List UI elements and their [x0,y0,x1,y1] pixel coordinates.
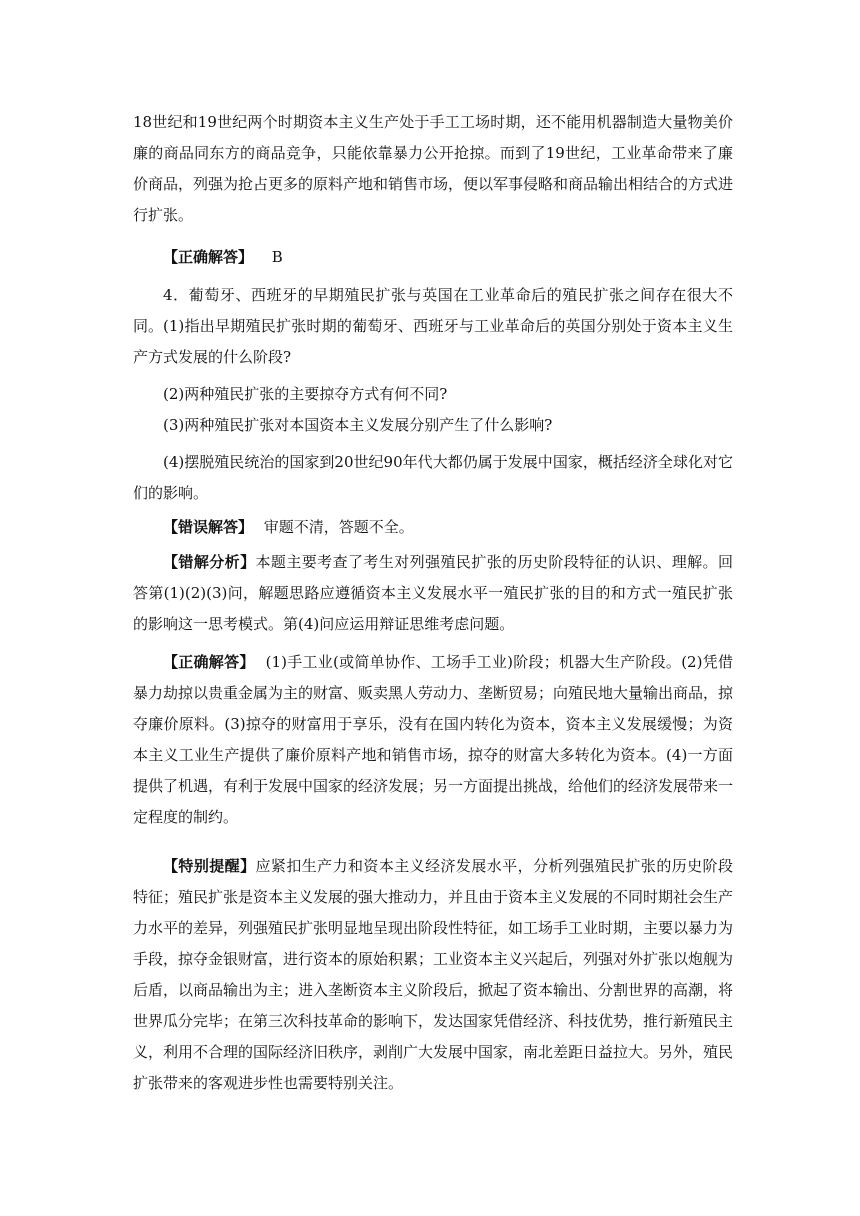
paragraph-correct-answer-4 [133,647,733,833]
label-correct-answer-4: 【正确解答】 [163,653,255,671]
question-4-part-3: (3)两种殖民扩张对本国资本主义发展分别产生了什么影响? [163,416,553,434]
paragraph-correct-answer-3 [133,242,733,273]
label-special-note: 【特别提醒】 [163,857,256,875]
question-4-stem: 4．葡萄牙、西班牙的早期殖民扩张与英国在工业革命后的殖民扩张之间存在很大不同。 [133,286,733,335]
label-error-analysis: 【错解分析】 [163,553,256,571]
label-correct-answer: 【正确解答】 [163,248,254,266]
paragraph-wrong-answer [133,512,733,543]
correct-answer-4-text: (1)手工业(或简单协作、工场手工业)阶段；机器大生产阶段。(2)凭借暴力劫掠以贵重金属为主的财富、贩卖黑人劳动力、垄断贸易；向殖民地大量输出商品，掠夺廉价原料。(3)掠夺的财富用于享乐，没有在国内转化为资本，资本主义发展缓慢；为资本主义工业生产提供了廉价原料产地和销售市场，掠夺的财富大多转化为资本。(4)一方面提供了机遇，有利于发展中国家的经济发展；另一方面提出挑战，给他们的经济发展带来一定程度的制约。 [133,653,734,826]
paragraph-special-note [133,851,733,1099]
question-4-part-2: (2)两种殖民扩张的主要掠夺方式有何不同? [163,385,448,403]
paragraph-error-analysis [133,547,733,640]
special-note-text: 应紧扣生产力和资本主义经济发展水平，分析列强殖民扩张的历史阶段特征；殖民扩张是资本主义发展的强大推动力，并且由于资本主义发展的不同时期社会生产力水平的差异，列强殖民扩张明显地呈现出阶段性特征，如工场手工业时期，主要以暴力为手段，掠夺金银财富，进行资本的原始积累；工业资本主义兴起后，列强对外扩张以炮舰为后盾，以商品输出为主；进入垄断资本主义阶段后，掀起了资本输出、分割世界的高潮，将世界瓜分完毕；在第三次科技革命的影响下，发达国家凭借经济、科技优势，推行新殖民主义，利用不合理的国际经济旧秩序，剥削广大发展中国家，南北差距日益拉大。另外，殖民扩张带来的客观进步性也需要特别关注。 [133,857,734,1092]
answer-text: B [271,248,283,266]
question-4-part-1: (1)指出早期殖民扩张时期的葡萄牙、西班牙与工业革命后的英国分别处于资本主义生产方式发展的什么阶段? [133,317,733,366]
question-4-part-4: (4)摆脱殖民统治的国家到20世纪90年代大都仍属于发展中国家，概括经济全球化对它们的影响。 [133,453,733,502]
error-analysis-text: 本题主要考查了考生对列强殖民扩张的历史阶段特征的认识、理解。回答第(1)(2)(3)问，解题思路应遵循资本主义发展水平一殖民扩张的目的和方式一殖民扩张的影响这一思考模式。第(4)问应运用辩证思维考虑问题。 [133,553,733,633]
wrong-answer-text: 审题不清，答题不全。 [263,518,414,536]
label-wrong-answer: 【错误解答】 [163,518,254,536]
paragraph-explanation-continued: 18世纪和19世纪两个时期资本主义生产处于手工工场时期，还不能用机器制造大量物美价廉的商品同东方的商品竞争，只能依靠暴力公开抢掠。而到了19世纪，工业革命带来了廉价商品，列强为抢占更多的原料产地和销售市场，便以军事侵略和商品输出相结合的方式进行扩张。 [133,113,734,224]
